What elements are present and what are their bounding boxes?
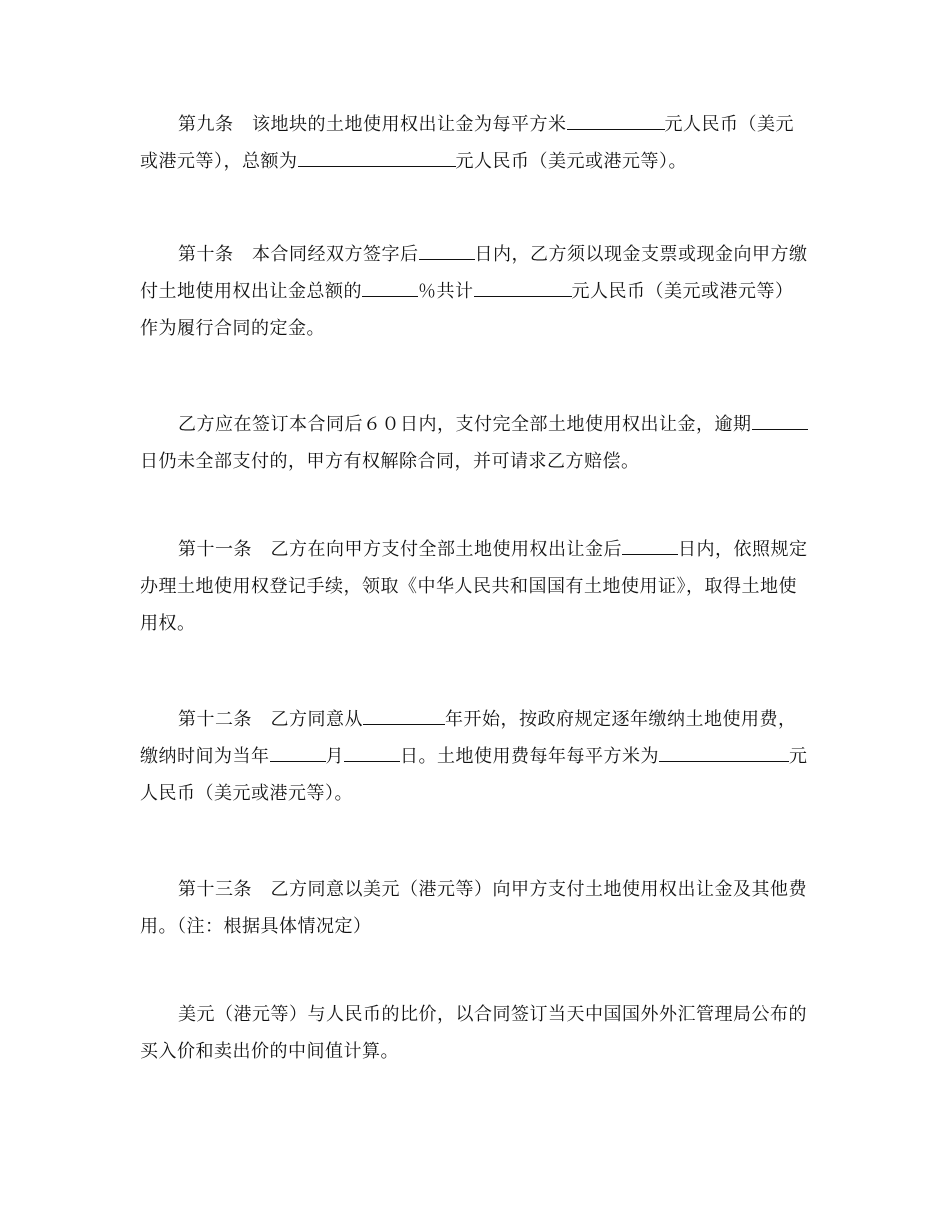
text-line (140, 775, 812, 812)
article-10 (140, 236, 812, 347)
text-segment: 乙方应在签订本合同后６０日内，支付完全部土地使用权出让金，逾期 (178, 414, 752, 435)
text-segment: 日。土地使用费每年每平方米为 (400, 746, 659, 767)
text-segment: 用。（注：根据具体情况定） (140, 916, 372, 937)
text-line (140, 143, 812, 180)
text-line (140, 106, 812, 143)
text-line (140, 568, 812, 605)
text-segment: 第九条 该地块的土地使用权出让金为每平方米 (178, 114, 567, 135)
text-line (140, 738, 812, 775)
text-line (140, 273, 812, 310)
text-line (140, 406, 812, 443)
fill-blank[interactable] (474, 276, 572, 297)
fill-blank[interactable] (622, 534, 678, 555)
text-segment: 或港元等），总额为 (140, 151, 298, 172)
text-segment: 元人民币（美元或港元等） (571, 281, 794, 302)
text-segment: 第十一条 乙方在向甲方支付全部土地使用权出让金后 (178, 539, 622, 560)
text-segment: 元人民币（美元或港元等）。 (455, 151, 687, 172)
fill-blank[interactable] (344, 741, 400, 762)
text-line (140, 701, 812, 738)
fill-blank[interactable] (362, 276, 418, 297)
text-segment: 缴纳时间为当年 (140, 746, 270, 767)
text-segment: 第十三条 乙方同意以美元（港元等）向甲方支付土地使用权出让金及其他费 (178, 879, 807, 900)
article-13 (140, 871, 812, 945)
text-line (140, 996, 812, 1033)
fill-blank[interactable] (752, 409, 808, 430)
exchange-rate-clause (140, 996, 812, 1070)
fill-blank[interactable] (567, 109, 665, 130)
text-segment: 日仍未全部支付的，甲方有权解除合同，并可请求乙方赔偿。 (140, 451, 640, 472)
fill-blank[interactable] (298, 146, 456, 167)
text-segment: 用权。 (140, 613, 196, 634)
text-segment: 日内，依照规定 (678, 539, 808, 560)
text-segment: 第十条 本合同经双方签字后 (178, 244, 419, 265)
text-segment: 付土地使用权出让金总额的 (140, 281, 362, 302)
text-segment: 元 (789, 746, 808, 767)
text-segment: ％共计 (418, 281, 474, 302)
text-segment: 月 (325, 746, 344, 767)
text-segment: 美元（港元等）与人民币的比价，以合同签订当天中国国外外汇管理局公布的 (178, 1004, 807, 1025)
text-line (140, 605, 812, 642)
text-line (140, 871, 812, 908)
text-segment: 日内，乙方须以现金支票或现金向甲方缴 (474, 244, 808, 265)
fill-blank[interactable] (270, 741, 326, 762)
text-segment: 年开始，按政府规定逐年缴纳土地使用费， (445, 709, 797, 730)
text-line (140, 310, 812, 347)
payment-clause (140, 406, 812, 480)
text-line (140, 236, 812, 273)
fill-blank[interactable] (363, 704, 445, 725)
text-line (140, 908, 812, 945)
text-segment: 作为履行合同的定金。 (140, 318, 325, 339)
text-segment: 办理土地使用权登记手续，领取《中华人民共和国国有土地使用证》，取得土地使 (140, 576, 797, 597)
text-segment: 买入价和卖出价的中间值计算。 (140, 1041, 399, 1062)
text-segment: 第十二条 乙方同意从 (178, 709, 363, 730)
article-12 (140, 701, 812, 812)
article-9 (140, 106, 812, 180)
text-line (140, 531, 812, 568)
article-11 (140, 531, 812, 642)
fill-blank[interactable] (659, 741, 789, 762)
text-segment: 人民币（美元或港元等）。 (140, 783, 353, 804)
text-line (140, 443, 812, 480)
text-line (140, 1033, 812, 1070)
fill-blank[interactable] (419, 239, 475, 260)
text-segment: 元人民币（美元 (664, 114, 794, 135)
